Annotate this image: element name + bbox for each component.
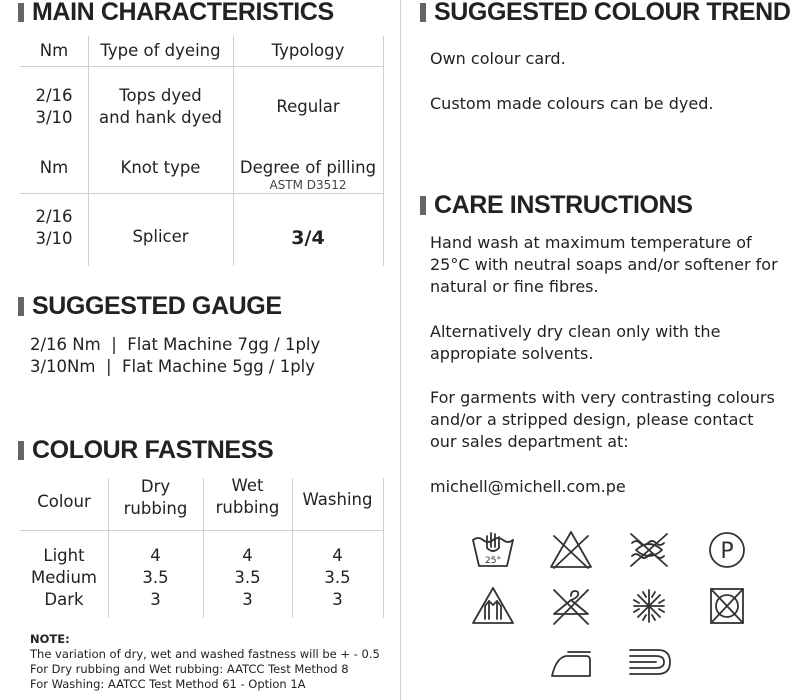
- trend-line: Own colour card.: [430, 49, 566, 68]
- table-header: Typology: [271, 41, 345, 60]
- no-tumble-dry-icon: [626, 528, 672, 572]
- no-hang-dry-icon: [548, 584, 594, 628]
- care-instructions-heading: [420, 193, 692, 218]
- care-line: and/or a stripped design, please contact: [430, 410, 754, 429]
- nm-values: [20, 84, 88, 130]
- heading-marker: [420, 3, 426, 22]
- knot-value: Splicer: [132, 227, 189, 246]
- table-rule: [20, 66, 384, 67]
- iron-low-icon: [548, 640, 594, 684]
- note-line: The variation of dry, wet and washed fastness will be + - 0.5: [30, 647, 380, 661]
- table-cell: Light: [43, 546, 85, 565]
- heading-marker: [18, 297, 24, 316]
- pilling-standard: ASTM D3512: [269, 178, 347, 192]
- table-header: [108, 476, 203, 520]
- note-title: NOTE:: [30, 632, 70, 646]
- table-header: [203, 474, 292, 520]
- pilling-value: 3/4: [291, 227, 325, 249]
- table-header: Washing: [302, 490, 373, 509]
- table-cell: 3: [150, 590, 161, 609]
- care-paragraph-1: [430, 232, 778, 298]
- table-cell: 2/16: [35, 207, 73, 226]
- dry-clean-solvent-icon: [626, 640, 672, 684]
- dry-clean-letter: P: [720, 539, 734, 564]
- gauge-line: 2/16 Nm | Flat Machine 7gg / 1ply: [30, 335, 321, 354]
- heading-text: SUGGESTED GAUGE: [32, 292, 282, 320]
- table-cell: 4: [150, 546, 161, 565]
- heading-marker: [18, 3, 24, 22]
- table-cell: 3.5: [142, 568, 169, 587]
- dyeing-value: [88, 84, 233, 130]
- header-line: Dry: [140, 477, 171, 496]
- header-line: Wet: [231, 476, 264, 495]
- gauge-line: 3/10Nm | Flat Machine 5gg / 1ply: [30, 357, 316, 376]
- note-line: For Dry rubbing and Wet rubbing: AATCC Test Method 8: [30, 662, 349, 676]
- care-line: our sales department at:: [430, 432, 629, 451]
- header-line: rubbing: [123, 499, 188, 518]
- table-cell: Tops dyed: [119, 86, 202, 105]
- dry-clean-p-icon: [704, 528, 750, 572]
- care-line: natural or fine fibres.: [430, 277, 599, 296]
- table-cell: 3.5: [324, 568, 351, 587]
- table-rule: [383, 36, 384, 152]
- colour-fastness-heading: [18, 438, 273, 463]
- wash-temperature-label: 25°: [485, 556, 501, 566]
- table-cell: 3.5: [234, 568, 261, 587]
- table-header: Nm: [39, 158, 69, 177]
- table-header: Knot type: [120, 158, 201, 177]
- table-cell: Dark: [44, 590, 84, 609]
- care-line: Hand wash at maximum temperature of: [430, 233, 752, 252]
- suggested-gauge-heading: [18, 294, 282, 319]
- table-cell: and hank dyed: [99, 108, 222, 127]
- header-line: rubbing: [215, 498, 280, 517]
- table-cell: 3/10: [35, 108, 73, 127]
- care-paragraph-2: [430, 321, 720, 365]
- column-divider: [400, 0, 401, 700]
- dry-flat-icon: [470, 584, 516, 628]
- table-cell: 3: [332, 590, 343, 609]
- heading-marker: [420, 196, 426, 215]
- table-header: Nm: [39, 41, 69, 60]
- trend-line: Custom made colours can be dyed.: [430, 94, 714, 113]
- table-rule: [20, 530, 384, 531]
- care-line: For garments with very contrasting colours: [430, 388, 775, 407]
- heading-text: CARE INSTRUCTIONS: [434, 191, 693, 219]
- heading-marker: [18, 441, 24, 460]
- care-line: Alternatively dry clean only with the: [430, 322, 721, 341]
- table-cell: 4: [242, 546, 253, 565]
- table-cell: 3/10: [35, 229, 73, 248]
- typology-value: Regular: [276, 97, 340, 116]
- heading-text: MAIN CHARACTERISTICS: [32, 0, 334, 26]
- no-machine-dry-icon: [704, 584, 750, 628]
- table-rule: [383, 478, 384, 618]
- table-cell: 3: [242, 590, 253, 609]
- care-paragraph-3: [430, 387, 775, 453]
- heading-text: SUGGESTED COLOUR TREND: [434, 0, 791, 26]
- heading-text: COLOUR FASTNESS: [32, 436, 274, 464]
- care-line: 25°C with neutral soaps and/or softener for: [430, 255, 778, 274]
- care-line: appropiate solvents.: [430, 344, 594, 363]
- no-bleach-icon: [548, 528, 594, 572]
- table-rule: [20, 193, 384, 194]
- table-cell: 4: [332, 546, 343, 565]
- table-cell: 2/16: [35, 86, 73, 105]
- table-rule: [383, 152, 384, 266]
- suggested-colour-trend-heading: [420, 0, 791, 25]
- no-tumble-icon: [626, 584, 672, 628]
- table-cell: Medium: [31, 568, 97, 587]
- hand-wash-icon: [470, 528, 516, 572]
- sales-email-link[interactable]: michell@michell.com.pe: [430, 477, 626, 496]
- nm-values: [20, 205, 88, 251]
- table-header: Type of dyeing: [100, 41, 221, 60]
- table-header: Degree of pilling: [239, 158, 377, 177]
- main-characteristics-heading: [18, 0, 334, 25]
- note-line: For Washing: AATCC Test Method 61 - Option 1A: [30, 677, 306, 691]
- table-header: Colour: [37, 492, 91, 511]
